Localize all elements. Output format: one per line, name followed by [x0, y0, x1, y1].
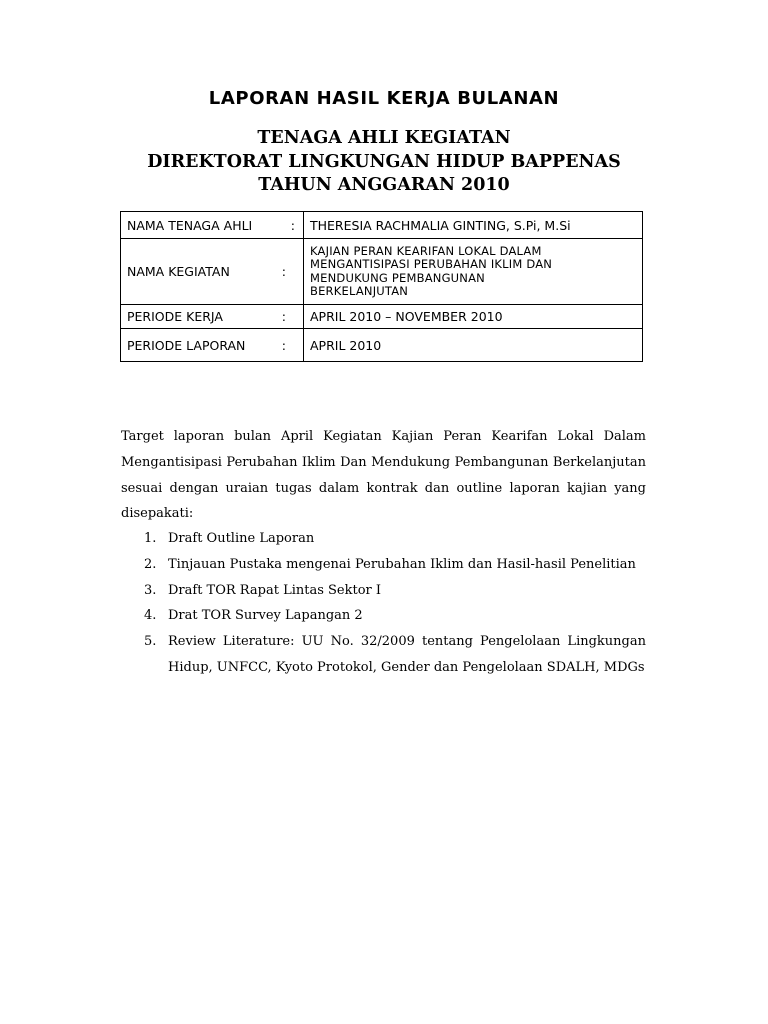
body-line: Mengantisipasi Perubahan Iklim Dan Mendukung Pembangunan Berkelanjutan: [121, 454, 646, 470]
list-item: [121, 578, 646, 604]
info-colon: :: [290, 217, 295, 233]
info-row-nama-kegiatan: [121, 239, 643, 305]
list-item-text-continued: Hidup, UNFCC, Kyoto Protokol, Gender dan Pengelolaan SDALH, MDGs: [168, 659, 645, 675]
subtitle-line-3: TAHUN ANGGARAN 2010: [258, 175, 510, 195]
subtitle-line-1: TENAGA AHLI KEGIATAN: [257, 128, 511, 148]
info-value: APRIL 2010: [304, 329, 643, 362]
body-line: disepakati:: [121, 506, 194, 522]
info-value-line: BERKELANJUTAN: [310, 284, 409, 298]
info-colon: :: [281, 264, 286, 279]
report-title: LAPORAN HASIL KERJA BULANAN: [208, 88, 560, 109]
info-value: THERESIA RACHMALIA GINTING, S.Pi, M.Si: [304, 212, 643, 239]
info-row-periode-laporan: [121, 329, 643, 362]
info-label-cell: [121, 305, 304, 329]
list-item-text: Review Literature: UU No. 32/2009 tentang Pengelolaan Lingkungan: [168, 634, 646, 650]
body-paragraph: [121, 424, 646, 527]
list-item: [121, 629, 646, 681]
info-value: [304, 239, 643, 305]
list-item-text: Draft TOR Rapat Lintas Sektor I: [168, 582, 382, 598]
subtitle-line-2: DIREKTORAT LINGKUNGAN HIDUP BAPPENAS: [147, 152, 621, 172]
info-label-cell: [121, 239, 304, 305]
body-line: Target laporan bulan April Kegiatan Kajian Peran Kearifan Lokal Dalam: [121, 429, 646, 444]
info-label-cell: [121, 329, 304, 362]
info-label: NAMA KEGIATAN: [127, 264, 230, 279]
list-item-text: Tinjauan Pustaka mengenai Perubahan Iklim dan Hasil-hasil Penelitian: [168, 556, 636, 572]
info-row-periode-kerja: [121, 305, 643, 329]
list-item-number: 2.: [144, 556, 157, 572]
list-item: [121, 552, 646, 578]
info-colon: :: [281, 337, 286, 353]
info-label-cell: [121, 212, 304, 239]
body-line: sesuai dengan uraian tugas dalam kontrak dan outline laporan kajian yang: [121, 480, 646, 496]
list-item-number: 3.: [144, 582, 157, 598]
target-list: [121, 526, 646, 681]
info-table: [120, 211, 643, 362]
list-item-text: Drat TOR Survey Lapangan 2: [168, 608, 363, 624]
info-value: APRIL 2010 – NOVEMBER 2010: [304, 305, 643, 329]
list-item-number: 5.: [144, 634, 157, 650]
info-label: PERIODE LAPORAN: [127, 337, 246, 353]
info-label: PERIODE KERJA: [127, 309, 223, 324]
list-item: [121, 603, 646, 629]
list-item-number: 4.: [144, 608, 157, 624]
info-label: NAMA TENAGA AHLI: [127, 217, 253, 233]
list-item-number: 1.: [144, 531, 157, 546]
info-colon: :: [281, 309, 286, 324]
info-value-line: MENGANTISIPASI PERUBAHAN IKLIM DAN: [310, 257, 553, 271]
info-value-line: KAJIAN PERAN KEARIFAN LOKAL DALAM: [310, 243, 542, 258]
info-row-nama-tenaga-ahli: [121, 212, 643, 239]
info-value-line: MENDUKUNG PEMBANGUNAN: [310, 270, 485, 285]
list-item: [121, 526, 646, 552]
list-item-text: Draft Outline Laporan: [168, 531, 315, 546]
